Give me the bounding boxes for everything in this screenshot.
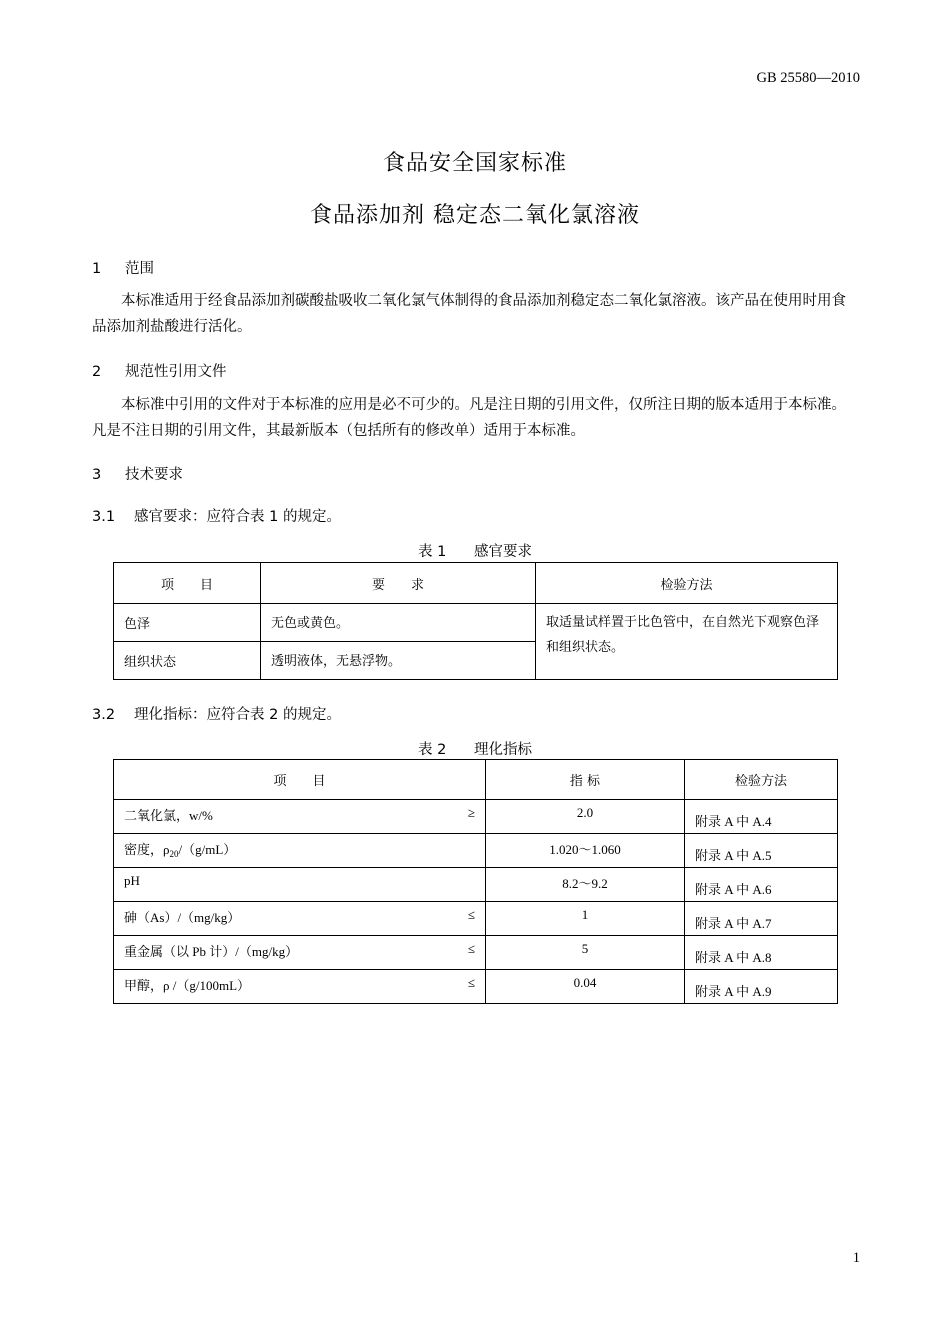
table-header-row bbox=[114, 760, 838, 800]
header-cell-method: 检验方法 bbox=[685, 760, 838, 800]
cell-method: 附录 A 中 A.7 bbox=[685, 902, 838, 936]
header-cell-item: 项 目 bbox=[114, 760, 486, 800]
cell-value: 1.020～1.060 bbox=[486, 834, 685, 868]
table-row bbox=[114, 604, 838, 642]
table-row bbox=[114, 868, 838, 902]
comparison-symbol: ≤ bbox=[467, 975, 475, 990]
table-row bbox=[114, 800, 838, 834]
section-title: 理化指标：应符合表 2 的规定。 bbox=[134, 707, 341, 723]
item-label: pH bbox=[124, 873, 140, 888]
cell-item bbox=[114, 834, 486, 868]
cell-method: 附录 A 中 A.9 bbox=[685, 970, 838, 1004]
table-header-row bbox=[114, 563, 838, 604]
item-label: 密度， bbox=[124, 842, 164, 857]
cell-item bbox=[114, 800, 486, 834]
sensory-requirements-table bbox=[113, 562, 838, 680]
cell-item: 色泽 bbox=[114, 604, 261, 642]
header-cell-method: 检验方法 bbox=[536, 563, 838, 604]
cell-value: 2.0 bbox=[486, 800, 685, 834]
item-unit: /（g/mL） bbox=[178, 842, 237, 857]
cell-method: 附录 A 中 A.4 bbox=[685, 800, 838, 834]
rho-symbol: ρ bbox=[163, 842, 170, 857]
cell-value: 5 bbox=[486, 936, 685, 970]
header-cell-requirement: 要 求 bbox=[261, 563, 536, 604]
header-cell-item: 项 目 bbox=[114, 563, 261, 604]
cell-value: 8.2～9.2 bbox=[486, 868, 685, 902]
section-3-2-heading bbox=[92, 703, 341, 724]
item-label: 砷（As）/（mg/kg） bbox=[124, 910, 241, 925]
document-title: 食品安全国家标准 bbox=[382, 151, 567, 176]
rho-subscript: 20 bbox=[169, 849, 179, 859]
item-label: 甲醇，ρ /（g/100mL） bbox=[124, 978, 251, 993]
section-3-heading bbox=[92, 463, 183, 484]
cell-item: 组织状态 bbox=[114, 642, 261, 680]
section-title: 范围 bbox=[125, 261, 154, 277]
cell-item bbox=[114, 936, 486, 970]
comparison-symbol: ≥ bbox=[467, 805, 475, 820]
table-row bbox=[114, 970, 838, 1004]
cell-item bbox=[114, 868, 486, 902]
cell-method: 附录 A 中 A.6 bbox=[685, 868, 838, 902]
cell-item bbox=[114, 970, 486, 1004]
section-number: 1 bbox=[92, 261, 102, 277]
physicochemical-indicators-table bbox=[113, 759, 838, 1004]
section-title: 技术要求 bbox=[125, 467, 183, 483]
table-row bbox=[114, 834, 838, 868]
section-2-heading bbox=[92, 360, 227, 381]
section-number: 3 bbox=[92, 467, 102, 483]
comparison-symbol: ≤ bbox=[467, 941, 475, 956]
section-number: 2 bbox=[92, 364, 102, 380]
comparison-symbol: ≤ bbox=[467, 907, 475, 922]
cell-value: 0.04 bbox=[486, 970, 685, 1004]
cell-method: 附录 A 中 A.5 bbox=[685, 834, 838, 868]
table-1-caption: 表 1 感官要求 bbox=[418, 544, 532, 560]
standard-code: GB 25580—2010 bbox=[756, 70, 860, 86]
section-number: 3.1 bbox=[92, 509, 116, 525]
document-subtitle: 食品添加剂 稳定态二氧化氯溶液 bbox=[310, 203, 640, 228]
item-label: 二氧化氯，w/% bbox=[124, 808, 213, 823]
section-1-body: 本标准适用于经食品添加剂碳酸盐吸收二氧化氯气体制得的食品添加剂稳定态二氧化氯溶液。该产品在使用时用食品添加剂盐酸进行活化。 bbox=[92, 293, 846, 335]
section-3-1-heading bbox=[92, 505, 341, 526]
section-2-body: 本标准中引用的文件对于本标准的应用是必不可少的。凡是注日期的引用文件，仅所注日期的版本适用于本标准。凡是不注日期的引用文件，其最新版本（包括所有的修改单）适用于本标准。 bbox=[92, 397, 846, 439]
cell-method: 附录 A 中 A.8 bbox=[685, 936, 838, 970]
section-title: 规范性引用文件 bbox=[125, 364, 227, 380]
page-number: 1 bbox=[852, 1250, 860, 1266]
cell-requirement: 透明液体，无悬浮物。 bbox=[261, 642, 536, 680]
table-2-caption: 表 2 理化指标 bbox=[418, 742, 532, 758]
section-1-heading bbox=[92, 257, 154, 278]
table-row bbox=[114, 936, 838, 970]
header-cell-indicator: 指 标 bbox=[486, 760, 685, 800]
cell-requirement: 无色或黄色。 bbox=[261, 604, 536, 642]
section-number: 3.2 bbox=[92, 707, 116, 723]
cell-method: 取适量试样置于比色管中，在自然光下观察色泽和组织状态。 bbox=[536, 604, 838, 680]
cell-item bbox=[114, 902, 486, 936]
section-title: 感官要求：应符合表 1 的规定。 bbox=[134, 509, 341, 525]
table-row bbox=[114, 902, 838, 936]
cell-value: 1 bbox=[486, 902, 685, 936]
item-label: 重金属（以 Pb 计）/（mg/kg） bbox=[124, 944, 299, 959]
